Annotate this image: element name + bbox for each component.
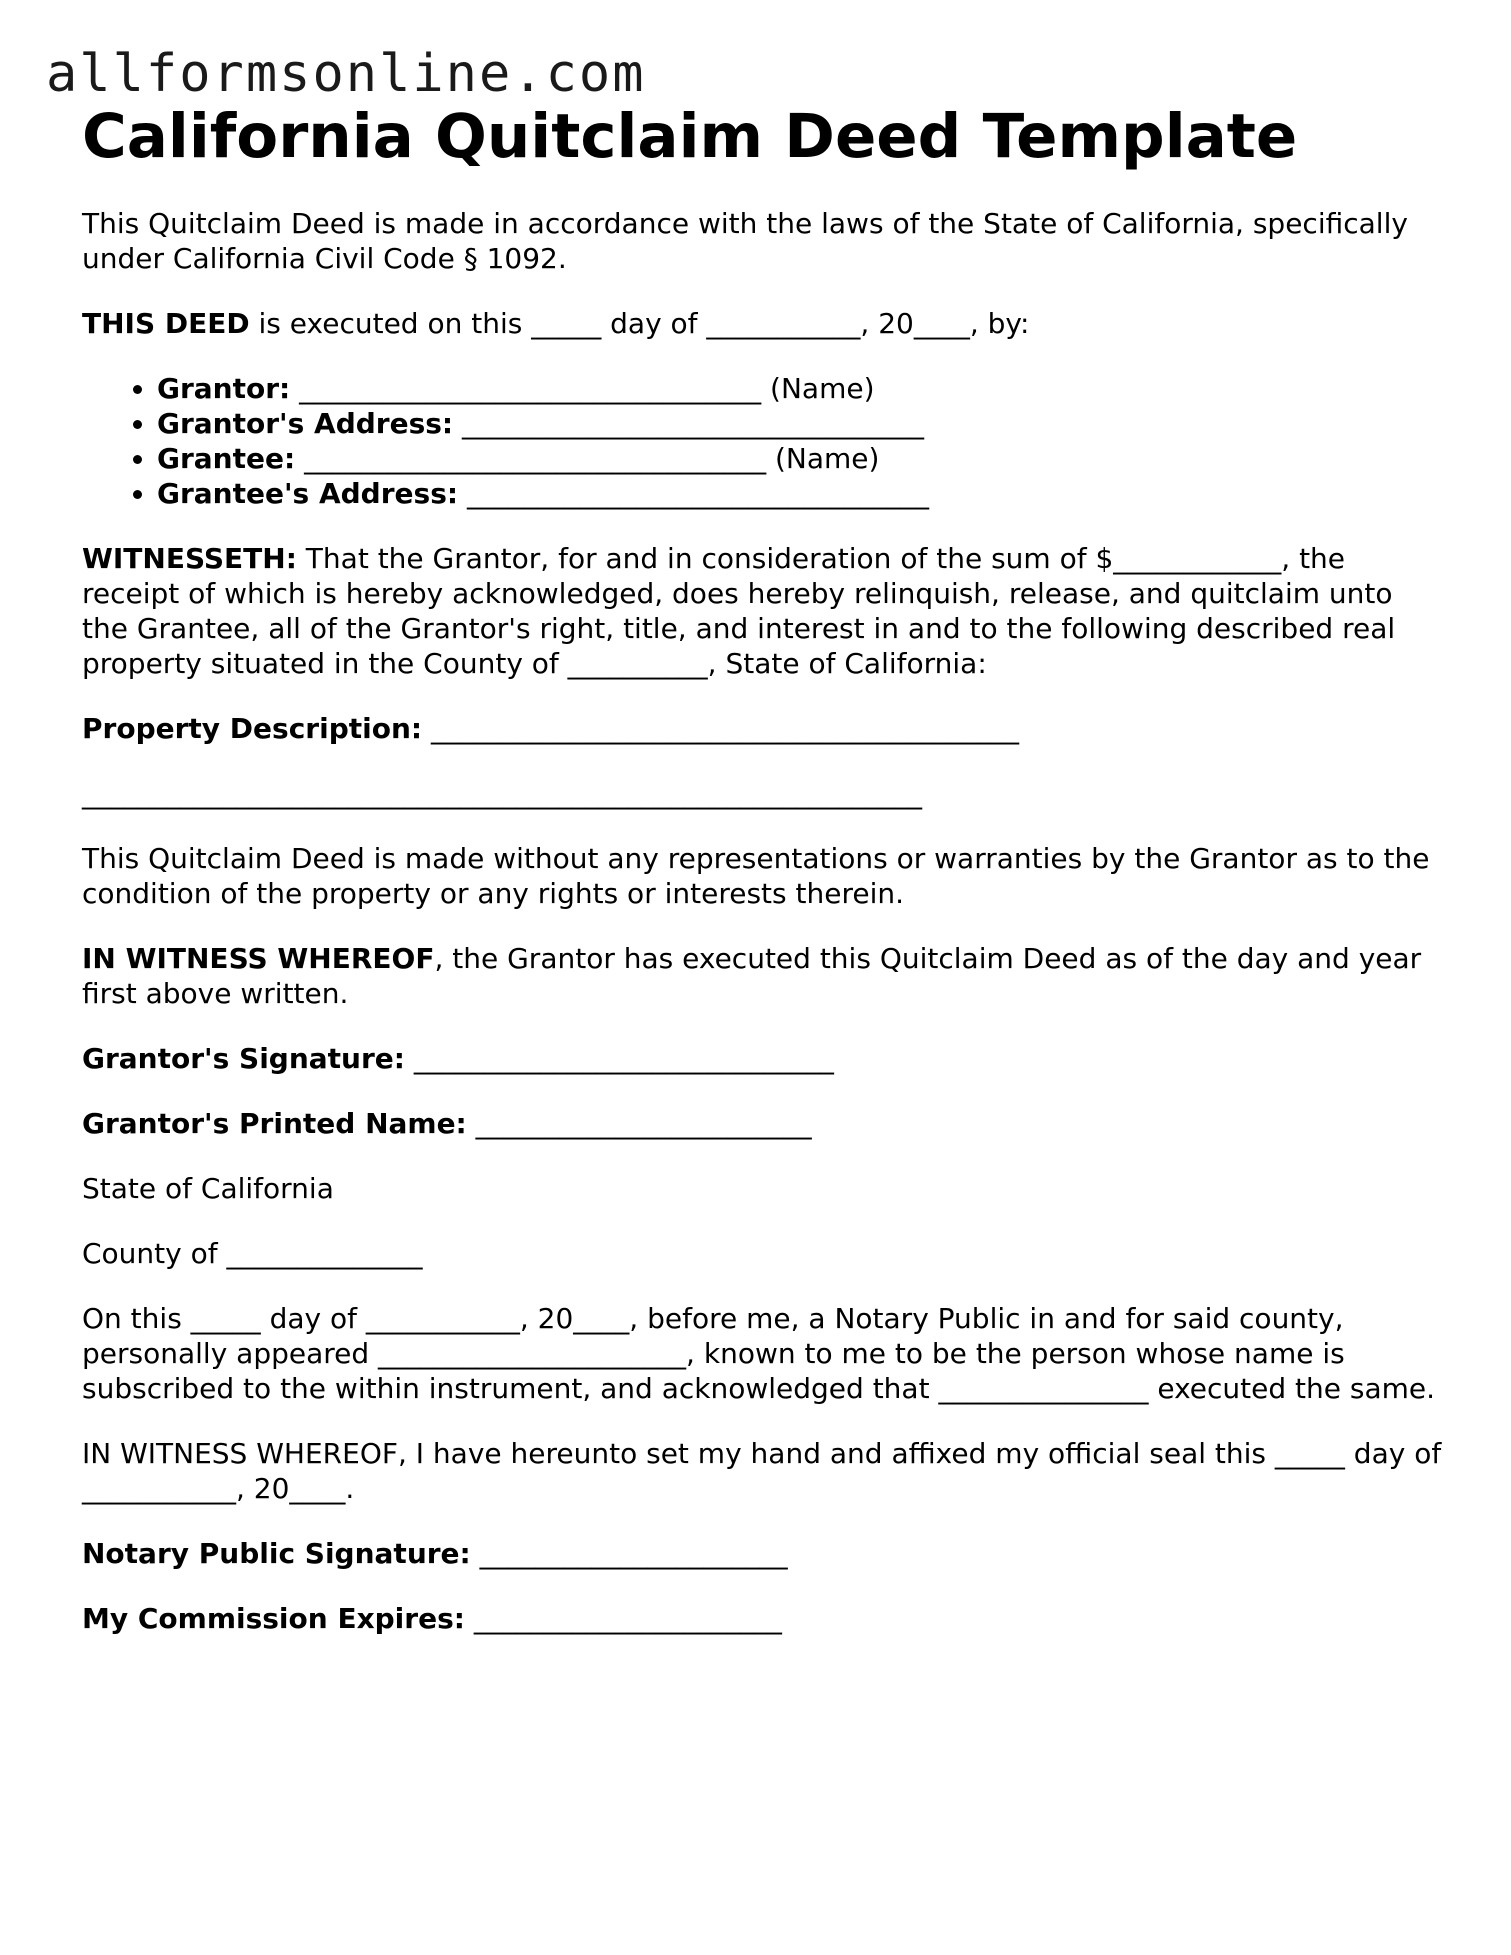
grantee-address-field: [157, 476, 1442, 511]
field-label: Grantor's Printed Name:: [82, 1107, 467, 1141]
field-label: Grantor's Address:: [157, 407, 454, 441]
field-label: My Commission Expires:: [82, 1602, 465, 1636]
grantee-name-field: [157, 441, 1442, 476]
field-blank: ______________________________: [404, 1042, 834, 1076]
field-blank: ______________________: [464, 1602, 782, 1636]
field-label: Grantor's Signature:: [82, 1042, 405, 1076]
in-witness-paragraph: [82, 941, 1442, 1011]
no-warranty-paragraph: This Quitclaim Deed is made without any representations or warranties by the Grantor as to the condition of the property or any rights or interests therein.: [82, 842, 1430, 911]
parties-list: [82, 371, 1442, 511]
in-witness-text: , the Grantor has executed this Quitclaim Deed as of the day and year first above written.: [82, 942, 1422, 1011]
commission-expires-field: [82, 1601, 1442, 1636]
witnesseth-lead: WITNESSETH:: [82, 542, 297, 576]
property-description-continuation: ____________________________________________________________: [82, 777, 922, 811]
page-title: California Quitclaim Deed Template: [82, 101, 1298, 172]
grantor-address-field: [157, 406, 1442, 441]
field-blank: ________________________: [466, 1107, 812, 1141]
deed-lead: THIS DEED: [82, 307, 250, 341]
field-blank: ______________________: [470, 1537, 788, 1571]
deed-execution-line: [82, 306, 1442, 341]
grantor-name-field: [157, 371, 1442, 406]
intro-paragraph: This Quitclaim Deed is made in accordance with the laws of the State of California, specifically under California Civil Code § 1092.: [82, 207, 1408, 276]
deed-document: [82, 100, 1442, 1636]
field-blank: _________________________________ (Name): [290, 372, 875, 406]
grantor-printed-name-field: [82, 1106, 1442, 1141]
notary-county: County of ______________: [82, 1237, 423, 1271]
notary-acknowledgment-paragraph: On this _____ day of ___________, 20____, before me, a Notary Public in and for said county, personally appeared ______________________, known to me to be the person whose name is subscribed to the within instrument, and acknowledged that _______________ executed the same.: [82, 1302, 1436, 1406]
site-watermark: allformsonline.com: [46, 44, 646, 104]
notary-state: State of California: [82, 1172, 334, 1206]
field-label: Grantee's Address:: [157, 477, 459, 511]
field-label: Property Description:: [82, 712, 423, 746]
notary-signature-field: [82, 1536, 1442, 1571]
field-blank: _________________________________: [453, 407, 925, 441]
field-label: Notary Public Signature:: [82, 1537, 471, 1571]
witnesseth-text: That the Grantor, for and in consideration of the sum of $____________, the receipt of which is hereby acknowledged, does hereby relinquish, release, and quitclaim unto the Grantee, all of the Grantor's right, title, and interest in and to the following described real property situated in the County of __________, State of California:: [82, 542, 1396, 681]
notary-seal-paragraph: IN WITNESS WHEREOF, I have hereunto set my hand and affixed my official seal this _____ day of ___________, 20____.: [82, 1437, 1442, 1506]
witnesseth-paragraph: [82, 541, 1442, 681]
grantor-signature-field: [82, 1041, 1442, 1076]
field-label: Grantee:: [157, 442, 296, 476]
field-blank: _________________________________ (Name): [295, 442, 880, 476]
field-blank: __________________________________________: [422, 712, 1019, 746]
field-label: Grantor:: [157, 372, 291, 406]
deed-execution-text: is executed on this _____ day of ___________, 20____, by:: [249, 307, 1030, 341]
property-description-field: [82, 711, 1442, 746]
in-witness-lead: IN WITNESS WHEREOF: [82, 942, 435, 976]
field-blank: _________________________________: [458, 477, 929, 511]
